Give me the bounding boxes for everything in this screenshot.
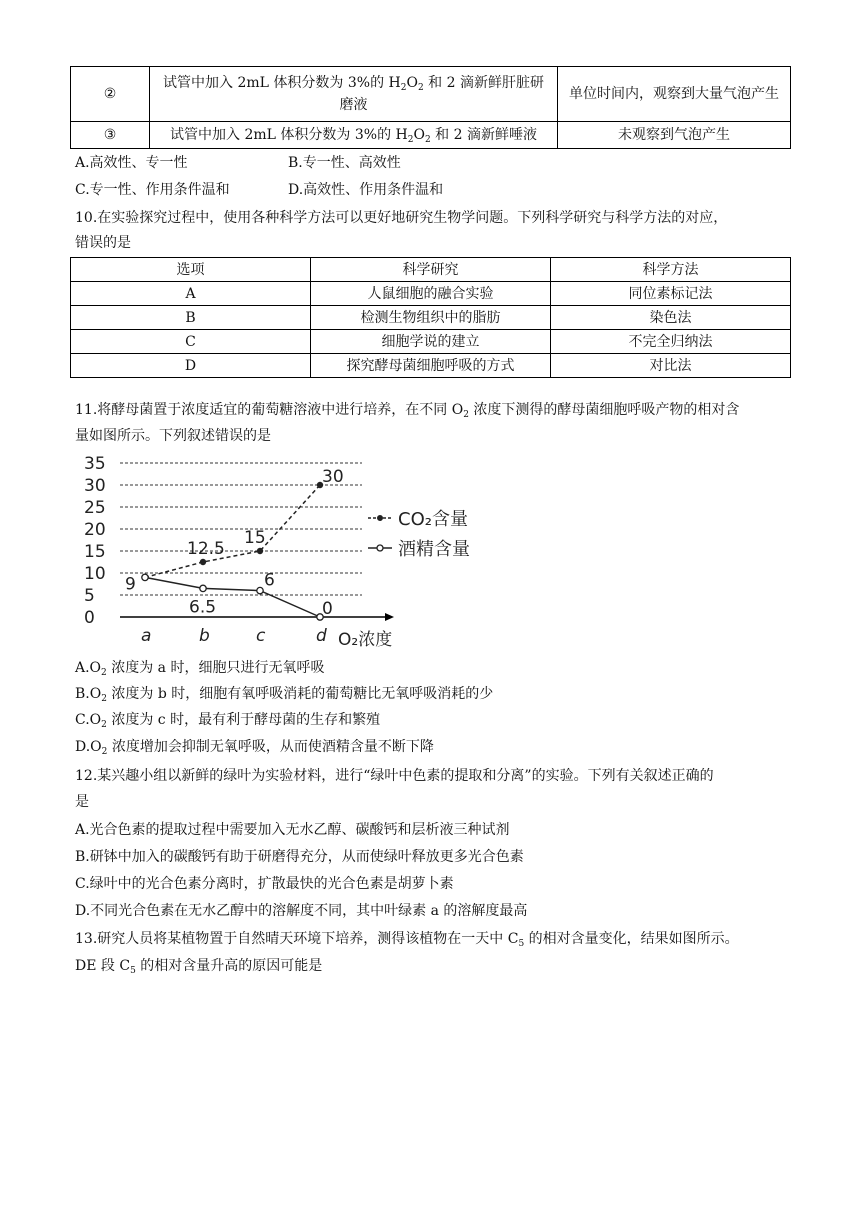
y-tick-label: 15: [84, 542, 106, 562]
cell-method: 对比法: [551, 354, 791, 378]
q9-option-d: D.高效性、作用条件温和: [288, 182, 444, 198]
alcohol-point: [200, 585, 206, 591]
q9-option-a: A.高效性、专一性: [75, 155, 188, 171]
x-axis-arrow: [385, 613, 394, 621]
q11-stem-line2: 量如图所示。下列叙述错误的是: [75, 428, 271, 444]
co2-data-label: 15: [244, 528, 266, 548]
q12-option-a: A.光合色素的提取过程中需要加入无水乙醇、碳酸钙和层析液三种试剂: [75, 822, 510, 838]
cell-option: A: [71, 282, 311, 306]
header-research: 科学研究: [311, 258, 551, 282]
co2-series-line: [145, 485, 320, 577]
cell-method: 同位素标记法: [551, 282, 791, 306]
row-number: ②: [71, 67, 150, 122]
alcohol-data-label: 6: [264, 570, 275, 591]
table-row: [71, 354, 791, 378]
cell-option: B: [71, 306, 311, 330]
q12-option-c: C.绿叶中的光合色素分离时，扩散最快的光合色素是胡萝卜素: [75, 876, 454, 892]
y-tick-label: 35: [84, 455, 106, 474]
table-row: [71, 282, 791, 306]
q11-option-a: $A.O_2$ 浓度为 a 时，细胞只进行无氧呼吸: [75, 660, 325, 678]
alcohol-data-label: 9: [125, 574, 136, 595]
y-tick-label: 0: [84, 608, 95, 628]
x-axis-label: O₂浓度: [338, 630, 393, 650]
q11-option-d: $D.O_2$ 浓度增加会抑制无氧呼吸，从而使酒精含量不断下降: [75, 739, 434, 757]
alcohol-data-label: 6.5: [189, 597, 217, 618]
enzyme-experiment-table: [70, 66, 791, 149]
result-cell: 未观察到气泡产生: [558, 122, 791, 149]
cell-option: C: [71, 330, 311, 354]
science-method-table: [70, 257, 791, 378]
alcohol-point: [142, 574, 148, 580]
y-tick-label: 20: [84, 520, 106, 540]
cell-research: 检测生物组织中的脂肪: [311, 306, 551, 330]
legend-co2-label: CO₂含量: [398, 509, 468, 530]
cell-research: 探究酵母菌细胞呼吸的方式: [311, 354, 551, 378]
legend-alcohol-marker: [377, 545, 383, 551]
table-row: [71, 122, 791, 149]
x-tick-label: d: [316, 626, 327, 646]
table-row: [71, 67, 791, 122]
result-cell: 单位时间内，观察到大量气泡产生: [558, 67, 791, 122]
q9-option-c: C.专一性、作用条件温和: [75, 182, 230, 198]
legend-alcohol-label: 酒精含量: [398, 539, 470, 560]
cell-research: 人鼠细胞的融合实验: [311, 282, 551, 306]
cell-method: 染色法: [551, 306, 791, 330]
q11-option-c: $C.O_2$ 浓度为 c 时，最有利于酵母菌的生存和繁殖: [75, 712, 381, 730]
row-number: ③: [71, 122, 150, 149]
y-tick-label: 5: [84, 586, 95, 606]
x-tick-label: b: [199, 626, 210, 646]
procedure-cell: 试管中加入 2mL 体积分数为 3%的 $H_2O_2$ 和 2 滴新鲜唾液: [150, 122, 558, 149]
table-row: [71, 306, 791, 330]
q13-stem-line1: 13.研究人员将某植物置于自然晴天环境下培养，测得该植物在一天中 $C_5$ 的相对含量变化，结果如图所示。: [75, 931, 739, 949]
procedure-cell: 试管中加入 2mL 体积分数为 3%的 $H_2O_2$ 和 2 滴新鲜肝脏研 磨液: [150, 67, 558, 122]
y-tick-label: 30: [84, 476, 106, 496]
respiration-products-chart: [80, 455, 500, 655]
alcohol-data-label: 0: [322, 599, 333, 619]
header-method: 科学方法: [551, 258, 791, 282]
co2-data-label: 12.5: [187, 539, 225, 559]
cell-method: 不完全归纳法: [551, 330, 791, 354]
q10-stem-line2: 错误的是: [75, 235, 131, 251]
co2-point: [257, 548, 263, 554]
co2-data-label: 30: [322, 467, 344, 487]
legend-co2-marker: [377, 515, 383, 521]
q12-stem-line1: 12.某兴趣小组以新鲜的绿叶为实验材料，进行“绿叶中色素的提取和分离”的实验。下列有关叙述正确的: [75, 768, 714, 784]
table-row: [71, 330, 791, 354]
q10-stem-line1: 10.在实验探究过程中，使用各种科学方法可以更好地研究生物学问题。下列科学研究与科学方法的对应，: [75, 210, 728, 226]
co2-point: [200, 559, 206, 565]
q11-option-b: $B.O_2$ 浓度为 b 时，细胞有氧呼吸消耗的葡萄糖比无氧呼吸消耗的少: [75, 686, 494, 704]
q11-stem-line1: 11.将酵母菌置于浓度适宜的葡萄糖溶液中进行培养，在不同 $O_2$ 浓度下测得的酵母菌细胞呼吸产物的相对含: [75, 402, 740, 420]
q12-option-b: B.研钵中加入的碳酸钙有助于研磨得充分，从而使绿叶释放更多光合色素: [75, 849, 524, 865]
x-tick-label: a: [141, 626, 152, 646]
q13-stem-line2: DE 段 $C_5$ 的相对含量升高的原因可能是: [75, 958, 323, 976]
y-tick-label: 10: [84, 564, 106, 584]
alcohol-series-line: [145, 577, 320, 617]
alcohol-point: [257, 587, 263, 593]
x-tick-label: c: [256, 626, 266, 646]
header-option: 选项: [71, 258, 311, 282]
q12-stem-line2: 是: [75, 794, 89, 810]
y-tick-label: 25: [84, 498, 106, 518]
q9-option-b: B.专一性、高效性: [288, 155, 401, 171]
cell-option: D: [71, 354, 311, 378]
cell-research: 细胞学说的建立: [311, 330, 551, 354]
table-header-row: [71, 258, 791, 282]
q12-option-d: D.不同光合色素在无水乙醇中的溶解度不同，其中叶绿素 a 的溶解度最高: [75, 903, 528, 919]
